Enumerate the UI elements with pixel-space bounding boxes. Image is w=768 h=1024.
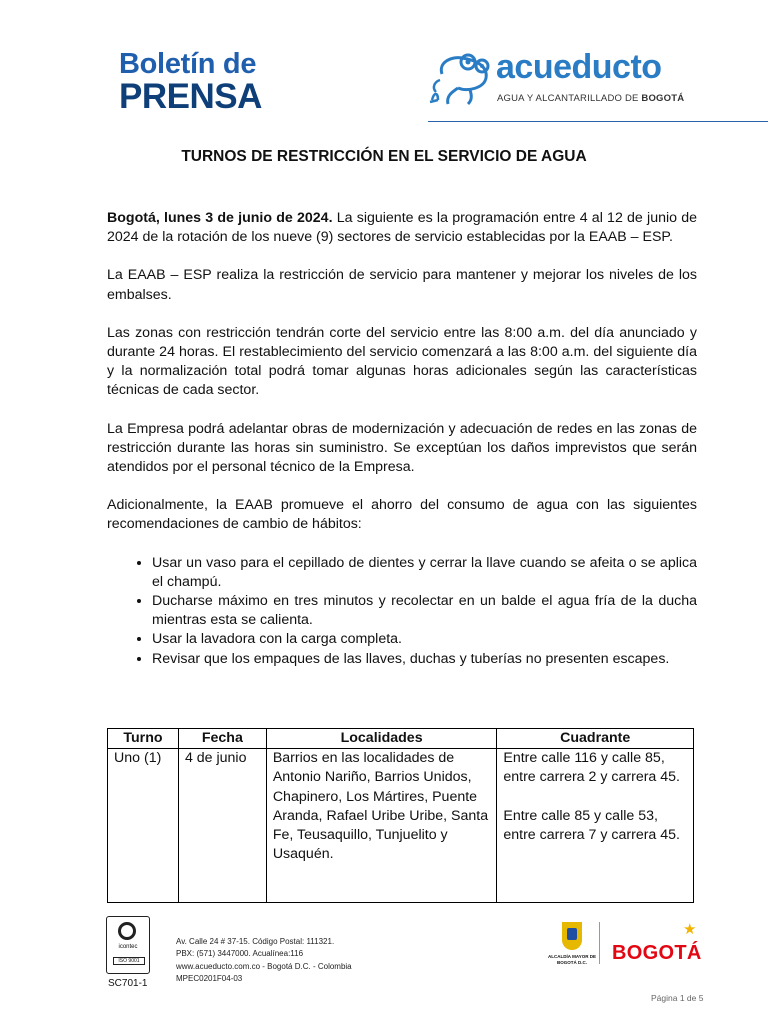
header-fecha: Fecha bbox=[178, 729, 266, 749]
logo-name: acueducto bbox=[496, 48, 662, 86]
cell-localidades: Barrios en las localidades de Antonio Nariño, Barrios Unidos, Chapinero, Los Mártires, Puente Aranda, Rafael Uribe Uribe, Santa Fe, Teusaquillo, Tunjuelito y Usaquén. bbox=[266, 749, 497, 903]
table-header-row bbox=[108, 729, 694, 749]
acueducto-logo bbox=[428, 48, 703, 110]
paragraph-5: Adicionalmente, la EAAB promueve el ahorro del consumo de agua con las siguientes recomendaciones de cambio de hábitos: bbox=[107, 497, 697, 533]
lead-date: Bogotá, lunes 3 de junio de 2024. bbox=[107, 210, 333, 226]
cert-name: icontec bbox=[118, 944, 138, 950]
alcaldia-logo bbox=[548, 922, 596, 972]
logo-sub-regular: AGUA Y ALCANTARILLADO DE bbox=[497, 93, 642, 104]
table-row bbox=[108, 749, 694, 903]
header-rule bbox=[428, 121, 768, 122]
address-line: www.acueducto.com.co - Bogotá D.C. - Colombia bbox=[176, 961, 352, 971]
address-line: Av. Calle 24 # 37-15. Código Postal: 111321. bbox=[176, 937, 335, 946]
address-line: PBX: (571) 3447000. Acualínea:116 bbox=[176, 949, 304, 959]
list-item: • Ducharse máximo en tres minutos y recolectar en un balde el agua fría de la ducha mientras esta se calienta. bbox=[152, 592, 697, 630]
cert-iso: ISO 9001 bbox=[113, 957, 145, 965]
document-body bbox=[107, 209, 697, 669]
paragraph-4: La Empresa podrá adelantar obras de modernización y adecuación de redes en las zonas de restricción durante las horas sin suministro. Se exceptúan los daños imprevistos que serán atendidos por el personal técnico de la Empresa. bbox=[107, 420, 697, 476]
cell-cuadrante bbox=[497, 749, 694, 903]
page-footer bbox=[0, 912, 768, 1024]
frog-logo-icon bbox=[428, 52, 494, 110]
list-item: • Usar un vaso para el cepillado de dientes y cerrar la llave cuando se afeita o se aplica el champú. bbox=[152, 554, 697, 592]
paragraph-3: Las zonas con restricción tendrán corte del servicio entre las 8:00 a.m. del día anunciado y durante 24 horas. El restablecimiento del servicio comenzará a las 8:00 a.m. del siguiente día y la normalización total podrá tomar algunas horas adicionales según las características técnicas de cada sector. bbox=[107, 324, 697, 399]
restriction-table bbox=[107, 728, 694, 903]
star-icon: ★ bbox=[683, 921, 697, 938]
cert-code: SC701-1 bbox=[108, 978, 148, 989]
brand-line1: Boletín de bbox=[119, 48, 257, 80]
header-cuadrante: Cuadrante bbox=[497, 729, 694, 749]
paragraph-2: La EAAB – ESP realiza la restricción de servicio para mantener y mejorar los niveles de los embalses. bbox=[107, 267, 697, 303]
cuadrante-2: Entre calle 85 y calle 53, entre carrera 7 y carrera 45. bbox=[503, 807, 680, 843]
alcaldia-text: ALCALDÍA MAYOR DE BOGOTÁ D.C. bbox=[548, 954, 596, 965]
cell-fecha: 4 de junio bbox=[178, 749, 266, 903]
certification-seal-icon bbox=[106, 916, 150, 974]
brand-line2: PRENSA bbox=[119, 77, 262, 116]
lead-paragraph bbox=[107, 209, 697, 247]
logo-sub-bold: BOGOTÁ bbox=[641, 93, 685, 104]
recommendations-list bbox=[107, 554, 697, 669]
list-item: • Usar la lavadora con la carga completa. bbox=[152, 630, 697, 649]
city-shield-icon bbox=[562, 922, 582, 950]
bogota-logo: BOGOTÁ bbox=[612, 942, 702, 964]
page-number: Página 1 de 5 bbox=[651, 993, 704, 1003]
cell-turno: Uno (1) bbox=[108, 749, 179, 903]
document-title: TURNOS DE RESTRICCIÓN EN EL SERVICIO DE AGUA bbox=[181, 148, 587, 165]
footer-divider bbox=[599, 922, 600, 964]
address-block bbox=[176, 936, 352, 985]
address-line: MPEC0201F04-03 bbox=[176, 973, 243, 983]
boletin-brand bbox=[119, 50, 262, 114]
header-localidades: Localidades bbox=[266, 729, 497, 749]
list-item: • Revisar que los empaques de las llaves, duchas y tuberías no presenten escapes. bbox=[152, 650, 697, 669]
logo-subtitle bbox=[497, 93, 684, 104]
lead-text: La siguiente es la programación entre 4 al 12 de junio de 2024 de la rotación de los nueve (9) sectores de servicio establecidas por la EAAB – ESP. bbox=[107, 210, 698, 246]
header-turno: Turno bbox=[108, 729, 179, 749]
cuadrante-1: Entre calle 116 y calle 85, entre carrera 2 y carrera 45. bbox=[503, 750, 680, 786]
